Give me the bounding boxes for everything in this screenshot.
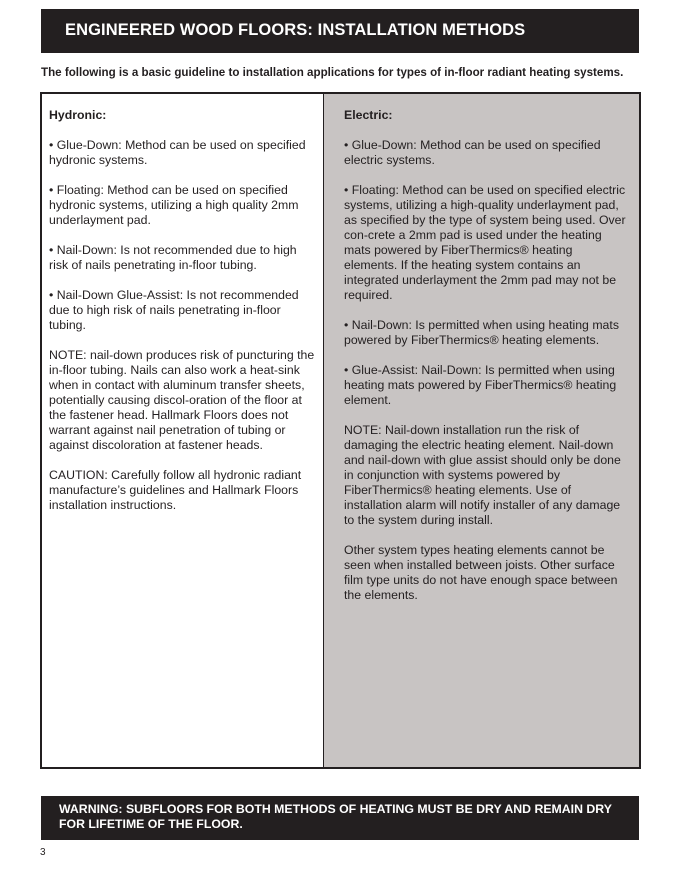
hydronic-column — [42, 94, 324, 767]
hydronic-heading: Hydronic: — [49, 108, 107, 122]
hydronic-nail-down: • Nail-Down: Is not recommended due to high risk of nails penetrating in-floor tubing. — [49, 243, 297, 272]
electric-floating: • Floating: Method can be used on specified electric systems, utilizing a high-quality underlayment pad, as specified by the type of system being used. Over con-crete a 2mm pad is used under the heating mats powered by FiberThermics® heating elements. If the heating system contains an integrated underlayment the 2mm pad may not be required. — [344, 183, 626, 302]
page-title: ENGINEERED WOOD FLOORS: INSTALLATION METHODS — [65, 21, 526, 39]
electric-glue-down: • Glue-Down: Method can be used on specified electric systems. — [344, 138, 601, 167]
electric-glue-assist: • Glue-Assist: Nail-Down: Is permitted when using heating mats powered by FiberThermics® heating element. — [344, 363, 617, 407]
intro-text: The following is a basic guideline to installation applications for types of in-floor radiant heating systems. — [41, 66, 624, 79]
hydronic-floating: • Floating: Method can be used on specified hydronic systems, utilizing a high quality 2mm underlayment pad. — [49, 183, 299, 227]
electric-nail-down: • Nail-Down: Is permitted when using heating mats powered by FiberThermics® heating elements. — [344, 318, 619, 347]
electric-other-systems: Other system types heating elements cannot be seen when installed between joists. Other surface film type units do not have enough space between the elements. — [344, 543, 618, 602]
page-number: 3 — [40, 847, 46, 858]
page-title-bar — [41, 9, 639, 53]
warning-banner — [41, 796, 639, 840]
electric-column — [324, 94, 639, 767]
warning-text: WARNING: SUBFLOORS FOR BOTH METHODS OF HEATING MUST BE DRY AND REMAIN DRY FOR LIFETIME OF THE FLOOR. — [59, 802, 612, 831]
hydronic-glue-down: • Glue-Down: Method can be used on specified hydronic systems. — [49, 138, 306, 167]
electric-note: NOTE: Nail-down installation run the risk of damaging the electric heating element. Nail-down and nail-down with glue assist should only be done in conjunction with systems powered by FiberThermics® heating elements. Use of installation alarm will notify installer of any damage to the system during install. — [344, 423, 621, 527]
methods-table — [40, 92, 641, 769]
hydronic-note: NOTE: nail-down produces risk of puncturing the in-floor tubing. Nails can also work a heat-sink when in contact with aluminum transfer sheets, potentially causing discol-oration of the floor at the fastener head. Hallmark Floors does not warrant against nail penetration of tubing or against discoloration at fastener heads. — [49, 348, 315, 452]
electric-heading: Electric: — [344, 108, 393, 122]
hydronic-caution: CAUTION: Carefully follow all hydronic radiant manufacture’s guidelines and Hallmark Floors installation instructions. — [49, 468, 302, 512]
hydronic-nail-down-glue-assist: • Nail-Down Glue-Assist: Is not recommended due to high risk of nails penetrating in-floor tubing. — [49, 288, 299, 332]
